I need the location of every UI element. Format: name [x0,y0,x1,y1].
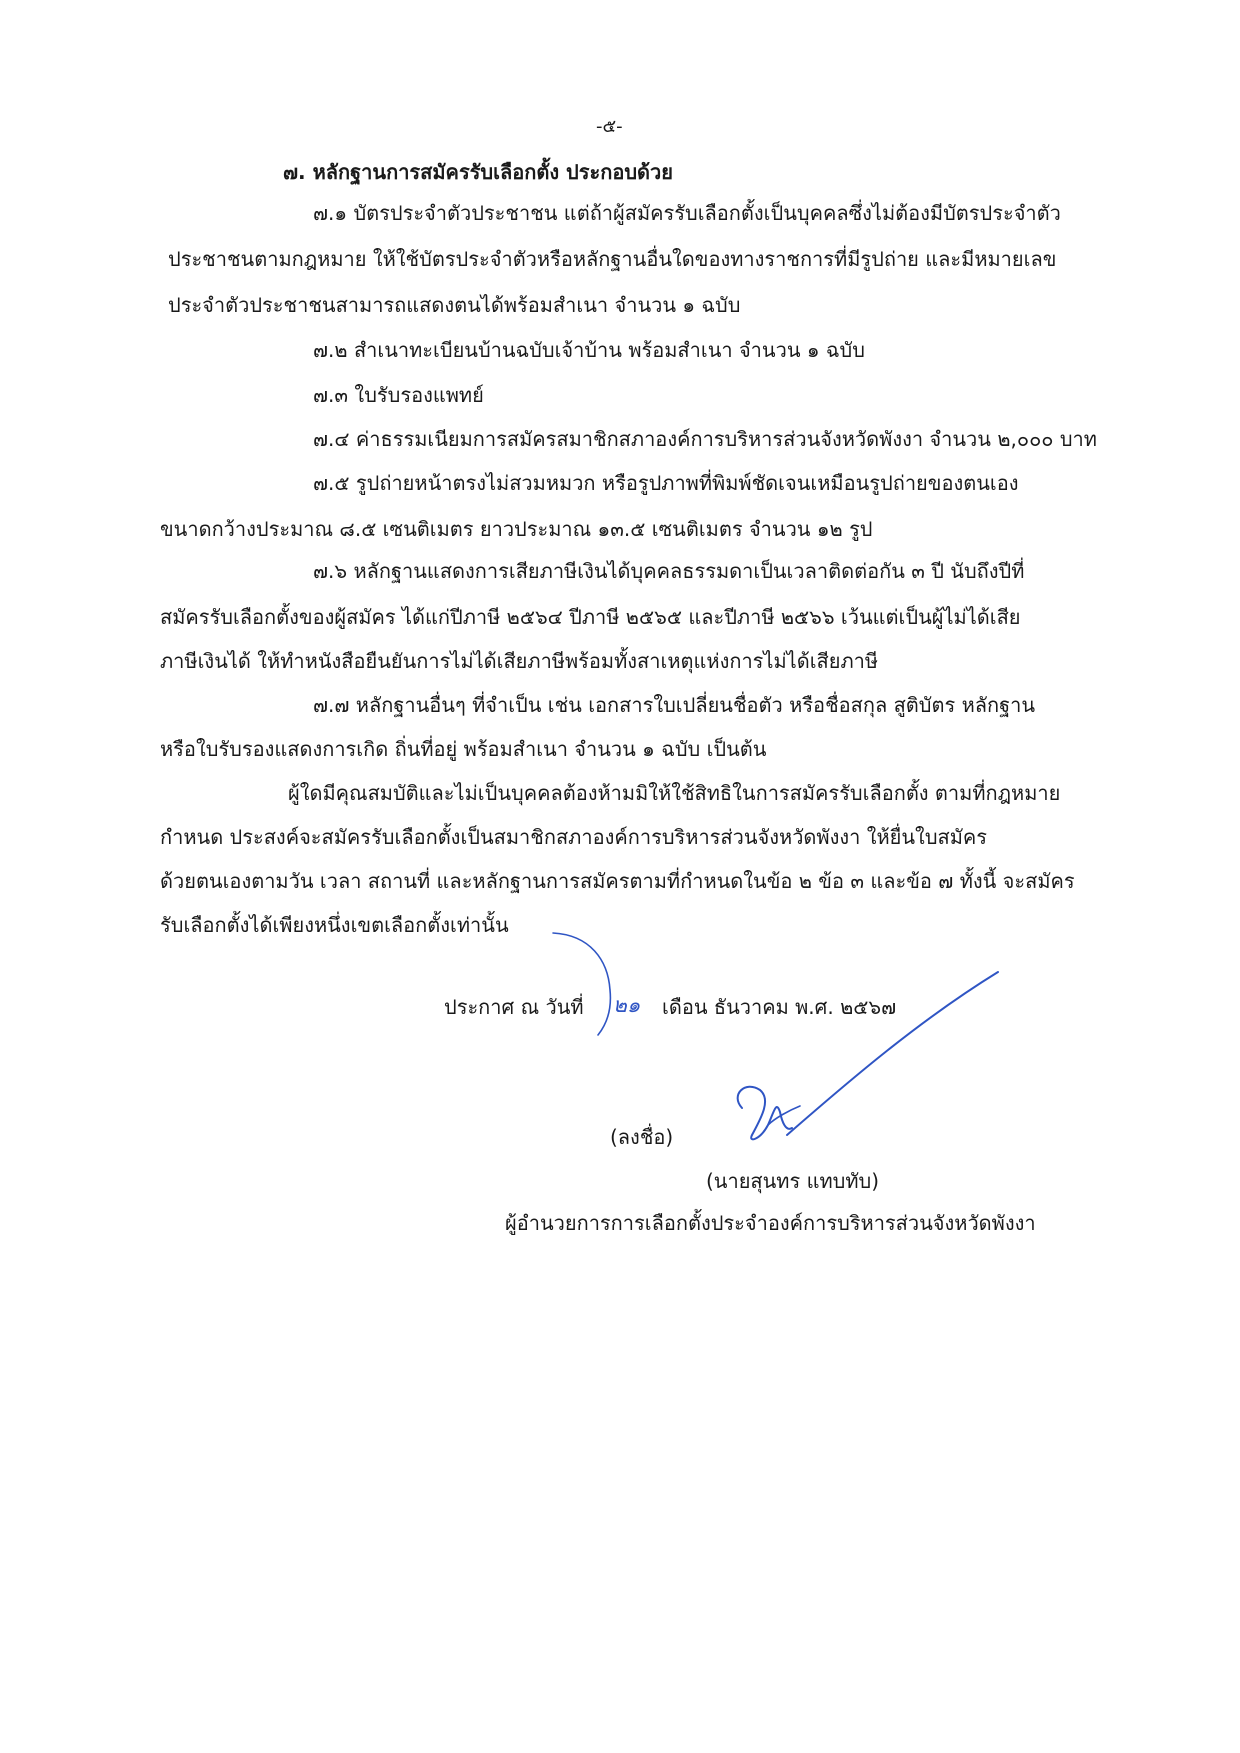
item-7-6-line-2: สมัครรับเลือกตั้งของผู้สมัคร ได้แก่ปีภาษี ๒๕๖๔ ปีภาษี ๒๕๖๕ และปีภาษี ๒๕๖๖ เว้นแต่เป็นผู้ไม่ได้เสีย [160,605,1021,629]
item-7-1-line-1: ๗.๑ บัตรประจำตัวประชาชน แต่ถ้าผู้สมัครรับเลือกตั้งเป็นบุคคลซึ่งไม่ต้องมีบัตรประจำตัว [313,201,1061,225]
section-heading: ๗. หลักฐานการสมัครรับเลือกตั้ง ประกอบด้วย [283,160,673,184]
item-7-7-line-2: หรือใบรับรองแสดงการเกิด ถิ่นที่อยู่ พร้อมสำเนา จำนวน ๑ ฉบับ เป็นต้น [160,737,767,761]
item-7-6-line-3: ภาษีเงินได้ ให้ทำหนังสือยืนยันการไม่ได้เสียภาษีพร้อมทั้งสาเหตุแห่งการไม่ได้เสียภาษี [160,649,879,673]
page-number: -๕- [596,116,623,137]
item-7-5-line-2: ขนาดกว้างประมาณ ๘.๕ เซนติเมตร ยาวประมาณ ๑๓.๕ เซนติเมตร จำนวน ๑๒ รูป [160,517,873,541]
announcement-day: ๒๑ [613,993,641,1017]
item-7-6-line-1: ๗.๖ หลักฐานแสดงการเสียภาษีเงินได้บุคคลธรรมดาเป็นเวลาติดต่อกัน ๓ ปี นับถึงปีที่ [313,559,1025,583]
item-7-4: ๗.๔ ค่าธรรมเนียมการสมัครสมาชิกสภาองค์การบริหารส่วนจังหวัดพังงา จำนวน ๒,๐๐๐ บาท [313,427,1097,451]
signature-label: (ลงชื่อ) [610,1125,674,1149]
item-7-5-line-1: ๗.๕ รูปถ่ายหน้าตรงไม่สวมหมวก หรือรูปภาพที่พิมพ์ชัดเจนเหมือนรูปถ่ายของตนเอง [313,471,1019,495]
signer-name: (นายสุนทร แทบทับ) [706,1169,880,1193]
item-7-1-line-2: ประชาชนตามกฎหมาย ให้ใช้บัตรประจำตัวหรือหลักฐานอื่นใดของทางราชการที่มีรูปถ่าย และมีหมายเลข [168,247,1057,271]
item-7-3: ๗.๓ ใบรับรองแพทย์ [313,383,484,407]
closing-line-4: รับเลือกตั้งได้เพียงหนึ่งเขตเลือกตั้งเท่านั้น [160,913,509,937]
signature-loops [738,1087,792,1140]
item-7-2: ๗.๒ สำเนาทะเบียนบ้านฉบับเจ้าบ้าน พร้อมสำเนา จำนวน ๑ ฉบับ [313,338,865,362]
signature-tail [768,1106,800,1125]
item-7-7-line-1: ๗.๗ หลักฐานอื่นๆ ที่จำเป็น เช่น เอกสารใบเปลี่ยนชื่อตัว หรือชื่อสกุล สูติบัตร หลักฐาน [313,693,1036,717]
signer-position: ผู้อำนวยการการเลือกตั้งประจำองค์การบริหารส่วนจังหวัดพังงา [505,1211,1036,1235]
item-7-1-line-3: ประจำตัวประชาชนสามารถแสดงตนได้พร้อมสำเนา จำนวน ๑ ฉบับ [168,293,741,317]
closing-line-2: กำหนด ประสงค์จะสมัครรับเลือกตั้งเป็นสมาชิกสภาองค์การบริหารส่วนจังหวัดพังงา ให้ยื่นใบสมัคร [160,825,988,849]
closing-line-3: ด้วยตนเองตามวัน เวลา สถานที่ และหลักฐานการสมัครตามที่กำหนดในข้อ ๒ ข้อ ๓ และข้อ ๗ ทั้งนี้ จะสมัคร [160,869,1075,893]
announcement-prefix: ประกาศ ณ วันที่ [444,995,584,1019]
closing-line-1: ผู้ใดมีคุณสมบัติและไม่เป็นบุคคลต้องห้ามมิให้ใช้สิทธิในการสมัครรับเลือกตั้ง ตามที่กฎหมาย [288,781,1061,805]
announcement-month-year: เดือน ธันวาคม พ.ศ. ๒๕๖๗ [662,995,897,1019]
